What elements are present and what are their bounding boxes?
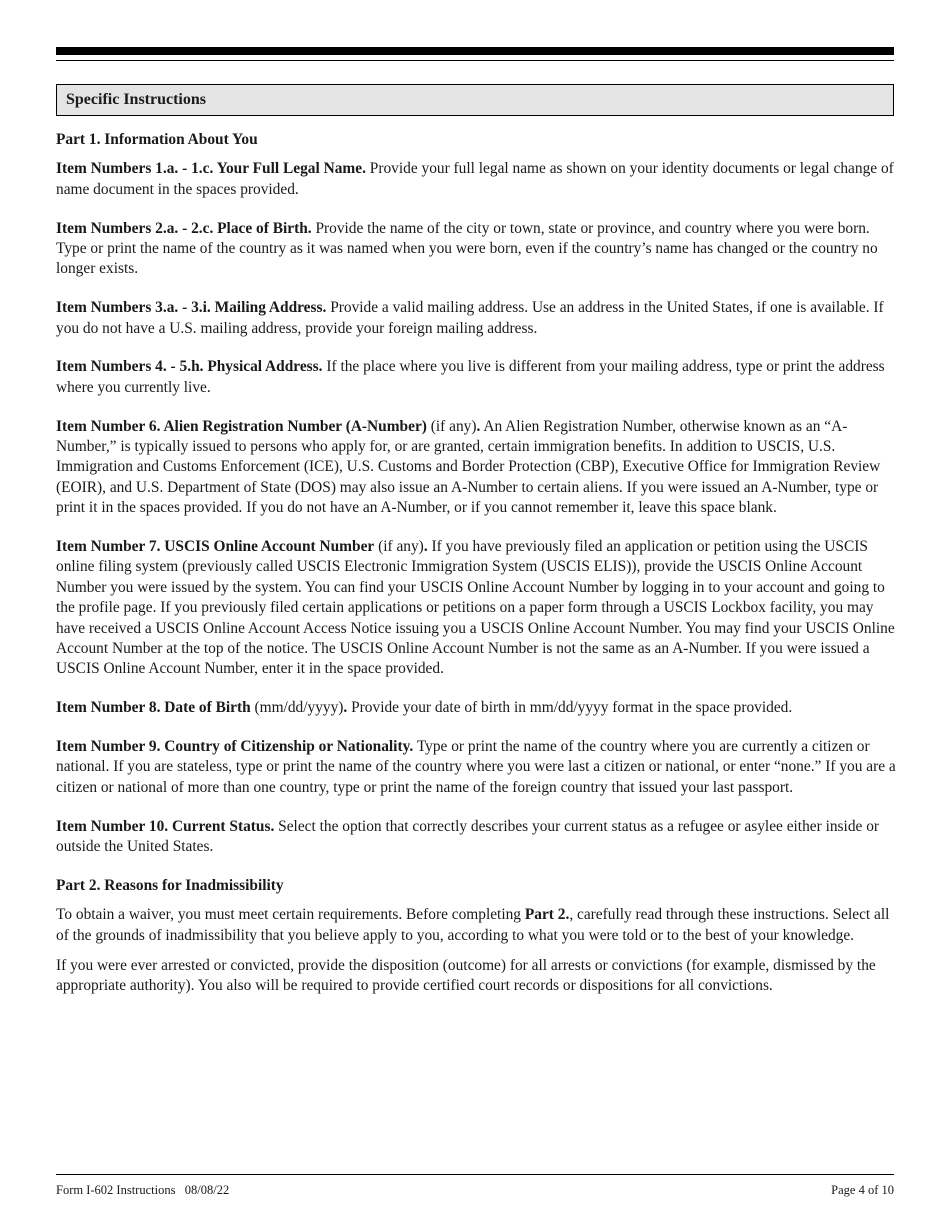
item-text: Provide your date of birth in mm/dd/yyyy format in the space provided.: [347, 699, 793, 717]
item-qualifier: (mm/dd/yyyy): [250, 699, 344, 717]
item-text: Provide your full legal name as shown on your identity documents or legal change of name document in the spaces provided.: [56, 160, 894, 198]
paragraph-text: , carefully read through these instructions. Select all of the grounds of inadmissibility that you believe apply to you, according to what you were told or to the best of your knowledge.: [56, 906, 890, 944]
item-label: Item Numbers 2.a. - 2.c. Place of Birth.: [56, 219, 312, 237]
part2-paragraph-waiver: [56, 905, 896, 946]
item-date-of-birth: [56, 698, 896, 718]
item-label: Item Numbers 3.a. - 3.i. Mailing Address.: [56, 299, 327, 317]
item-label: Item Number 10. Current Status.: [56, 817, 275, 835]
item-label-end: .: [343, 699, 348, 717]
item-label-end: .: [423, 538, 428, 556]
item-place-of-birth: [56, 219, 896, 280]
item-text: Type or print the name of the country where you are currently a citizen or national. If you are stateless, type or print the name of the country where you were last a citizen or national, or enter “none.” If you are a citizen or national of more than one country, type or print the name of the foreign country that issued your last passport.: [56, 738, 896, 796]
instructions-body: [56, 130, 896, 1006]
item-label: Item Numbers 4. - 5.h. Physical Address.: [56, 358, 323, 376]
item-text: Provide a valid mailing address. Use an address in the United States, if one is available. If you do not have a U.S. mailing address, provide your foreign mailing address.: [56, 299, 884, 337]
item-full-legal-name: [56, 159, 896, 200]
section-title: Specific Instructions: [66, 91, 206, 108]
header-thick-rule: [56, 47, 894, 55]
part2-heading: Part 2. Reasons for Inadmissibility: [56, 876, 284, 894]
paragraph-text: To obtain a waiver, you must meet certain requirements. Before completing: [56, 906, 525, 924]
footer-form-id: Form I-602 Instructions 08/08/22: [56, 1183, 230, 1197]
item-a-number: [56, 417, 896, 519]
item-text: Provide the name of the city or town, state or province, and country where you were born. Type or print the name of the country as it was named when you were born, even if the country’s name has changed or the country no longer exists.: [56, 219, 878, 278]
item-current-status: [56, 817, 896, 858]
item-physical-address: [56, 357, 896, 398]
item-label: Item Number 6. Alien Registration Number (A-Number): [56, 417, 427, 435]
part1-heading: Part 1. Information About You: [56, 131, 258, 148]
footer-rule: [56, 1174, 894, 1175]
item-text: Select the option that correctly describes your current status as a refugee or asylee either inside or outside the United States.: [56, 817, 880, 856]
item-label: Item Numbers 1.a. - 1.c. Your Full Legal Name.: [56, 160, 366, 178]
item-text: If the place where you live is different from your mailing address, type or print the address where you currently live.: [56, 358, 885, 396]
section-header: [56, 84, 894, 116]
part2-paragraph-arrests: If you were ever arrested or convicted, provide the disposition (outcome) for all arrests or convictions (for example, dismissed by the appropriate authority). You also will be required to provide certified court records or dispositions for all convictions.: [56, 956, 876, 995]
item-label: Item Number 8. Date of Birth: [56, 699, 251, 717]
header-thin-rule: [56, 60, 894, 61]
part-reference: Part 2.: [524, 906, 570, 924]
item-uscis-online-account: [56, 537, 896, 680]
item-label-end: .: [476, 417, 481, 435]
item-qualifier: (if any): [426, 417, 477, 435]
footer-page-number: Page 4 of 10: [831, 1183, 894, 1197]
item-text: An Alien Registration Number, otherwise known as an “A-Number,” is typically issued to persons who apply for, or are granted, certain immigration benefits. In addition to USCIS, U.S. Immigration and Customs Enforcement (ICE), U.S. Customs and Border Protection (CBP), Executive Office for Immigration Review (EOIR), and U.S. Department of State (DOS) may also issue an A-Number to certain aliens. If you were issued an A-Number, type or print it in the spaces provided. If you do not have an A-Number, or if you cannot remember it, leave this space blank.: [56, 417, 881, 517]
item-qualifier: (if any): [374, 538, 424, 556]
item-label: Item Number 7. USCIS Online Account Number: [56, 538, 375, 556]
item-text: If you have previously filed an application or petition using the USCIS online filing system (previously called USCIS Electronic Immigration System (USCIS ELIS)), provide the USCIS Online Account Number you were issued by the system. You can find your USCIS Online Account Number by logging in to your account and going to the profile page. If you previously filed certain applications or petitions on a paper form through a USCIS Lockbox facility, you may have received a USCIS Online Account Access Notice issuing you a USCIS Online Account Number. You may find your USCIS Online Account Number at the top of the notice. The USCIS Online Account Number is not the same as an A-Number. If you were issued a USCIS Online Account Number, enter it in the space provided.: [56, 538, 895, 678]
item-mailing-address: [56, 298, 896, 339]
item-country-of-citizenship: [56, 737, 896, 798]
item-label: Item Number 9. Country of Citizenship or Nationality.: [56, 738, 414, 756]
